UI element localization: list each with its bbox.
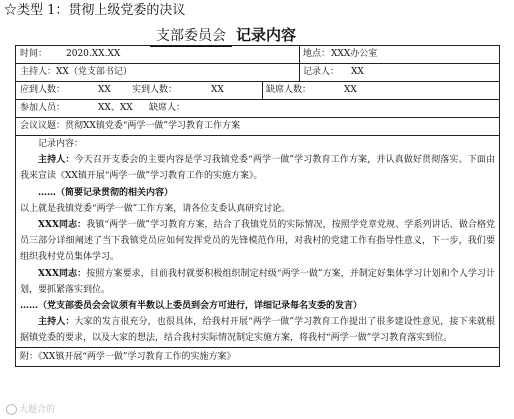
speaker-role: 主持人：	[38, 317, 75, 328]
record-heading	[150, 25, 390, 45]
absent-count-value: XX	[344, 85, 357, 95]
host-remark-1	[20, 152, 495, 184]
speech-text: 我镇“两学一做”学习教育方案，结合了我镇党员的实际情况，按照学党章党规、学系列讲话、做合格党员三部分详细阐述了当下我镇党员应如何发挥党员的先锋模范作用，对我村的党建工作有指导性意义，下一步，我们要组织我村党员集体学习。	[20, 220, 495, 263]
relevant-content-note	[20, 185, 495, 201]
absent-count-label: 缺席人数：	[266, 85, 312, 95]
place-label: 地点：	[303, 49, 331, 59]
row-host-recorder	[16, 64, 499, 82]
attendees-label: 参加人员：	[20, 103, 66, 113]
recorder-value: XX	[351, 67, 364, 77]
due-value: XX	[98, 85, 111, 95]
speech-text: 大家的发言很充分，也很具体，给我村开展“两学一做”学习教育工作提出了很多建设性意见，接下来就根据镇党委的要求，以及大家的想法，结合我村实际情况制定实施方案，将我村“两学一做”学习教育落实到位。	[20, 317, 495, 344]
watermark	[6, 402, 55, 415]
speech-text: 今天召开支委会的主要内容是学习我镇党委“两学一做”学习教育工作方案，并认真做好贯彻落实。下面由我来宣读《XX镇开展“两学一做”学习教育工作的实施方案》。	[20, 155, 495, 182]
content-intro: 记录内容：	[38, 139, 84, 149]
row-attendees	[16, 100, 499, 118]
due-label: 应到人数：	[20, 85, 66, 95]
note-text: ……（党支部委员会会议须有半数以上委员到会方可进行，详细记录每名支委的发言）	[20, 301, 363, 312]
time-value: 2020.XX.XX	[66, 49, 121, 59]
discussion-prompt: 以上就是我镇党委“两学一做”工作方案，请各位支委认真研究讨论。	[20, 203, 291, 214]
actual-value: XX	[211, 85, 224, 95]
absentees-label: 缺席人：	[149, 103, 186, 113]
heading-org: 支部委员会	[150, 26, 232, 47]
row-topic	[16, 118, 499, 136]
attendees-value: XX、XX	[98, 103, 133, 113]
note-text: ……（简要记录贯彻的相关内容）	[38, 187, 174, 198]
row-counts	[16, 82, 499, 100]
attachment-text: 附：《XX镇开展“两学一做”学习教育工作的实施方案》	[20, 351, 236, 362]
meeting-topic: 会议议题：贯彻XX镇党委“两学一做”学习教育工作方案	[20, 121, 241, 131]
document-title: ☆类型 1：贯彻上级党委的决议	[4, 3, 186, 18]
member-remark-2	[20, 266, 495, 298]
host-label: 主持人：XX（党支部书记）	[20, 67, 132, 77]
heading-label: 记录内容	[236, 26, 297, 44]
member-remark-1	[20, 217, 495, 266]
recorder-label: 记录人：	[303, 67, 340, 77]
meeting-record-table	[15, 45, 500, 367]
speaker-role: XXX同志：	[38, 220, 87, 231]
attachment-row	[16, 347, 499, 366]
actual-label: 实到人数：	[132, 85, 178, 95]
speech-text: 按照方案要求，目前我村就要积极组织制定村级“两学一做”方案，并制定好集体学习计划和个人学习计划，要抓紧落实到位。	[20, 268, 495, 295]
place-value: XXX办公室	[331, 49, 378, 59]
time-label: 时间：	[20, 49, 48, 59]
watermark-logo-icon	[6, 404, 17, 415]
row-time-place	[16, 46, 499, 64]
host-remark-2	[20, 314, 495, 346]
record-content	[16, 136, 499, 347]
watermark-text: 大题合的	[19, 405, 56, 415]
speaker-role: XXX同志：	[38, 268, 87, 279]
speaker-role: 主持人：	[38, 155, 75, 166]
quorum-note	[20, 298, 495, 314]
